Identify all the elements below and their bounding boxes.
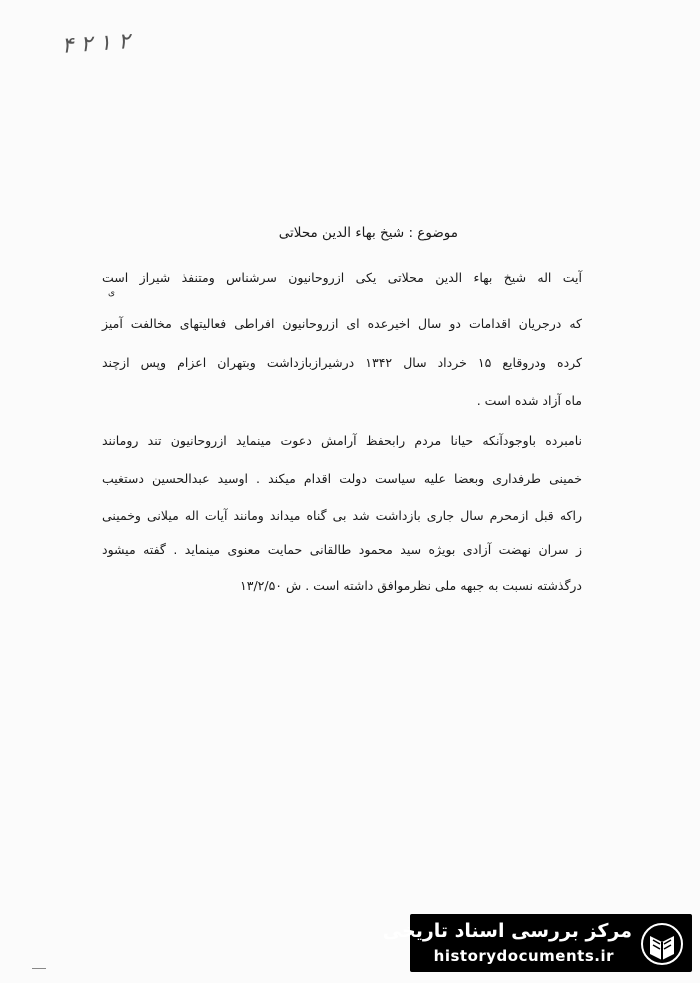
paragraph1-line: آیت اله شیخ بهاء الدین محلاتی یکی ازروحانیون سرشناس ومتنفذ شیراز است <box>102 270 582 285</box>
subject-line: موضوع : شیخ بهاء الدین محلاتی <box>278 225 458 241</box>
watermark-persian-text: مرکز بررسی اسناد تاریخی <box>382 920 632 942</box>
margin-mark <box>32 968 46 969</box>
watermark-logo <box>382 914 692 972</box>
watermark-url: historydocuments.ir <box>433 947 614 965</box>
book-logo-icon <box>640 922 684 966</box>
paragraph2-line: نامبرده باوجودآنکه حیانا مردم رابحفظ آرامش دعوت مینماید ازروحانیون تند رومانند <box>102 433 582 448</box>
paragraph1-line: ماه آزاد شده است . <box>476 393 582 408</box>
superscript-mark: ی <box>108 288 116 298</box>
paragraph2-line: راکه قبل ازمحرم سال جاری بازداشت شد بی گناه میداند ومانند آیات اله میلانی وخمینی <box>102 508 582 523</box>
paragraph2-line: درگذشته نسبت به جبهه ملی نظرموافق داشته است . ش ۱۳/۲/۵۰ <box>240 578 582 593</box>
paragraph2-line: خمینی طرفداری وبعضا علیه سیاست دولت اقدام میکند . اوسید عبدالحسین دستغیب <box>102 471 582 486</box>
paragraph1-line: کرده ودروقایع ۱۵ خرداد سال ۱۳۴۲ درشیرازبازداشت وبتهران اعزام وپس ازچند <box>102 355 582 370</box>
paragraph2-line: ز سران نهضت آزادی بویژه سید محمود طالقانی حمایت معنوی مینماید . گفته میشود <box>102 542 582 557</box>
paragraph1-line: که درجریان اقدامات دو سال اخیرعده ای ازروحانیون افراطی فعالیتهای مخالفت آمیز <box>102 316 582 331</box>
handwritten-note: ۴ ۲ ۱ ۲ <box>60 29 131 59</box>
